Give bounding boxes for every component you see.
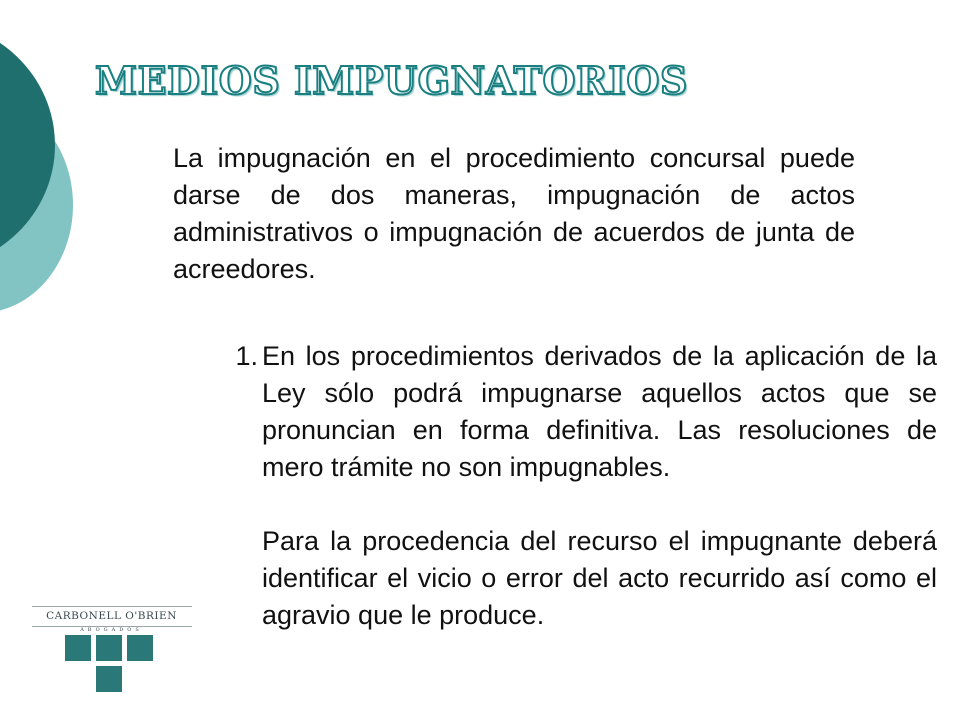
logo-square [96, 635, 122, 661]
logo-subtitle: ABOGADOS [80, 627, 143, 633]
logo-square [96, 666, 122, 692]
logo-square [127, 635, 153, 661]
numbered-list-item [222, 338, 937, 634]
logo-square [65, 635, 91, 661]
list-item-paragraph-2: Para la procedencia del recurso el impugnante deberá identificar el vicio o error del acto recurrido así como el agravio que le produce. [262, 526, 937, 630]
decorative-circles [0, 0, 120, 340]
firm-logo [24, 604, 199, 696]
list-item-paragraph-1: En los procedimientos derivados de la aplicación de la Ley sólo podrá impugnarse aquellos actos que se pronuncian en forma definitiva. Las resoluciones de mero trámite no son impugnables. [262, 341, 937, 482]
list-item-number: 1. [235, 341, 258, 371]
logo-firm-name: CARBONELL O'BRIEN [46, 610, 177, 622]
list-item-body [262, 338, 937, 634]
slide-title: MEDIOS IMPUGNATORIOS [95, 58, 688, 103]
logo-top-rule [32, 606, 192, 607]
intro-paragraph: La impugnación en el procedimiento concursal puede darse de dos maneras, impugnación de actos administrativos o impugnación de acuerdos de junta de acreedores. [173, 143, 855, 284]
